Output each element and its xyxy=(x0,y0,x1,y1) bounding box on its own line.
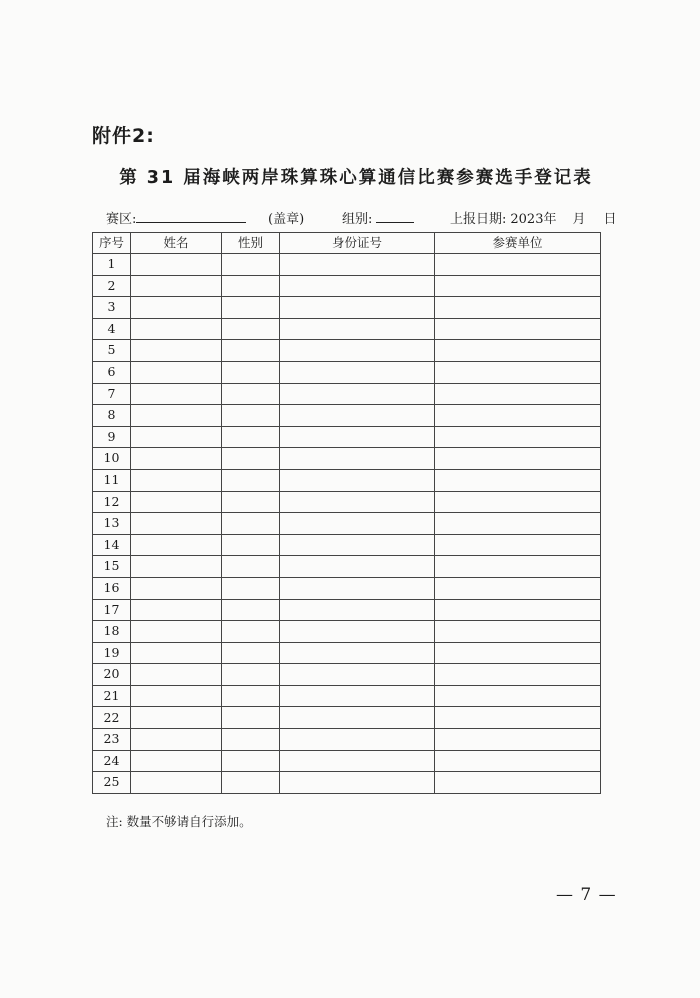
row-index: 2 xyxy=(93,275,131,297)
date-label: 上报日期: xyxy=(450,212,507,227)
id-number-cell[interactable] xyxy=(280,621,435,643)
date-month: 月 xyxy=(572,212,586,227)
row-index: 6 xyxy=(93,361,131,383)
date-field xyxy=(450,208,617,227)
name-cell[interactable] xyxy=(131,405,222,427)
gender-cell[interactable] xyxy=(222,340,280,362)
name-cell[interactable] xyxy=(131,642,222,664)
row-index: 23 xyxy=(93,729,131,751)
table-row xyxy=(93,707,601,729)
gender-cell[interactable] xyxy=(222,491,280,513)
unit-cell[interactable] xyxy=(435,297,601,319)
row-index: 21 xyxy=(93,685,131,707)
gender-cell[interactable] xyxy=(222,772,280,794)
id-number-cell[interactable] xyxy=(280,577,435,599)
unit-cell[interactable] xyxy=(435,664,601,686)
row-index: 8 xyxy=(93,405,131,427)
row-index: 5 xyxy=(93,340,131,362)
name-cell[interactable] xyxy=(131,513,222,535)
unit-cell[interactable] xyxy=(435,448,601,470)
table-body xyxy=(93,254,601,794)
unit-cell[interactable] xyxy=(435,513,601,535)
name-cell[interactable] xyxy=(131,729,222,751)
table-row xyxy=(93,621,601,643)
gender-cell[interactable] xyxy=(222,254,280,276)
gender-cell[interactable] xyxy=(222,405,280,427)
header-unit: 参赛单位 xyxy=(435,233,601,254)
table-row xyxy=(93,534,601,556)
gender-cell[interactable] xyxy=(222,685,280,707)
unit-cell[interactable] xyxy=(435,642,601,664)
row-index: 17 xyxy=(93,599,131,621)
table-row xyxy=(93,729,601,751)
row-index: 24 xyxy=(93,750,131,772)
page-number: — 7 — xyxy=(556,885,617,905)
row-index: 22 xyxy=(93,707,131,729)
table-row xyxy=(93,275,601,297)
table-row xyxy=(93,556,601,578)
unit-cell[interactable] xyxy=(435,361,601,383)
row-index: 19 xyxy=(93,642,131,664)
gender-cell[interactable] xyxy=(222,275,280,297)
unit-cell[interactable] xyxy=(435,577,601,599)
registration-table xyxy=(92,232,601,794)
unit-cell[interactable] xyxy=(435,750,601,772)
gender-cell[interactable] xyxy=(222,297,280,319)
table-row xyxy=(93,750,601,772)
row-index: 16 xyxy=(93,577,131,599)
unit-cell[interactable] xyxy=(435,254,601,276)
row-index: 9 xyxy=(93,426,131,448)
unit-cell[interactable] xyxy=(435,621,601,643)
name-cell[interactable] xyxy=(131,621,222,643)
date-day: 日 xyxy=(603,212,617,227)
header-name: 姓名 xyxy=(131,233,222,254)
id-number-cell[interactable] xyxy=(280,469,435,491)
id-number-cell[interactable] xyxy=(280,491,435,513)
group-blank xyxy=(376,208,414,223)
region-field xyxy=(106,208,246,227)
name-cell[interactable] xyxy=(131,297,222,319)
table-row xyxy=(93,254,601,276)
form-title: 第 31 届海峡两岸珠算珠心算通信比赛参赛选手登记表 xyxy=(119,168,593,188)
name-cell[interactable] xyxy=(131,426,222,448)
unit-cell[interactable] xyxy=(435,534,601,556)
gender-cell[interactable] xyxy=(222,599,280,621)
unit-cell[interactable] xyxy=(435,599,601,621)
row-index: 7 xyxy=(93,383,131,405)
table-row xyxy=(93,340,601,362)
table-row xyxy=(93,469,601,491)
row-index: 15 xyxy=(93,556,131,578)
gender-cell[interactable] xyxy=(222,621,280,643)
unit-cell[interactable] xyxy=(435,340,601,362)
gender-cell[interactable] xyxy=(222,664,280,686)
id-number-cell[interactable] xyxy=(280,383,435,405)
row-index: 4 xyxy=(93,318,131,340)
header-gender: 性别 xyxy=(222,233,280,254)
unit-cell[interactable] xyxy=(435,772,601,794)
unit-cell[interactable] xyxy=(435,469,601,491)
unit-cell[interactable] xyxy=(435,426,601,448)
name-cell[interactable] xyxy=(131,664,222,686)
row-index: 14 xyxy=(93,534,131,556)
id-number-cell[interactable] xyxy=(280,750,435,772)
row-index: 10 xyxy=(93,448,131,470)
id-number-cell[interactable] xyxy=(280,340,435,362)
id-number-cell[interactable] xyxy=(280,275,435,297)
id-number-cell[interactable] xyxy=(280,405,435,427)
date-year: 2023年 xyxy=(510,212,557,227)
name-cell[interactable] xyxy=(131,772,222,794)
table-row xyxy=(93,664,601,686)
name-cell[interactable] xyxy=(131,275,222,297)
table-row xyxy=(93,513,601,535)
name-cell[interactable] xyxy=(131,254,222,276)
table-row xyxy=(93,577,601,599)
id-number-cell[interactable] xyxy=(280,556,435,578)
unit-cell[interactable] xyxy=(435,275,601,297)
unit-cell[interactable] xyxy=(435,318,601,340)
header-index: 序号 xyxy=(93,233,131,254)
name-cell[interactable] xyxy=(131,383,222,405)
gender-cell[interactable] xyxy=(222,361,280,383)
id-number-cell[interactable] xyxy=(280,448,435,470)
gender-cell[interactable] xyxy=(222,707,280,729)
table-row xyxy=(93,448,601,470)
unit-cell[interactable] xyxy=(435,556,601,578)
gender-cell[interactable] xyxy=(222,729,280,751)
table-row xyxy=(93,297,601,319)
gender-cell[interactable] xyxy=(222,469,280,491)
name-cell[interactable] xyxy=(131,469,222,491)
gender-cell[interactable] xyxy=(222,556,280,578)
row-index: 12 xyxy=(93,491,131,513)
row-index: 20 xyxy=(93,664,131,686)
row-index: 1 xyxy=(93,254,131,276)
unit-cell[interactable] xyxy=(435,405,601,427)
gender-cell[interactable] xyxy=(222,513,280,535)
name-cell[interactable] xyxy=(131,707,222,729)
id-number-cell[interactable] xyxy=(280,426,435,448)
table-row xyxy=(93,426,601,448)
row-index: 3 xyxy=(93,297,131,319)
id-number-cell[interactable] xyxy=(280,361,435,383)
region-label: 赛区: xyxy=(106,212,137,227)
header-id-number: 身份证号 xyxy=(280,233,435,254)
name-cell[interactable] xyxy=(131,448,222,470)
gender-cell[interactable] xyxy=(222,750,280,772)
id-number-cell[interactable] xyxy=(280,254,435,276)
table-row xyxy=(93,383,601,405)
gender-cell[interactable] xyxy=(222,534,280,556)
id-number-cell[interactable] xyxy=(280,642,435,664)
unit-cell[interactable] xyxy=(435,729,601,751)
row-index: 11 xyxy=(93,469,131,491)
table-row xyxy=(93,685,601,707)
id-number-cell[interactable] xyxy=(280,599,435,621)
name-cell[interactable] xyxy=(131,599,222,621)
unit-cell[interactable] xyxy=(435,707,601,729)
table-row xyxy=(93,491,601,513)
unit-cell[interactable] xyxy=(435,685,601,707)
row-index: 13 xyxy=(93,513,131,535)
id-number-cell[interactable] xyxy=(280,772,435,794)
attachment-label: 附件2: xyxy=(92,125,155,147)
gender-cell[interactable] xyxy=(222,577,280,599)
gender-cell[interactable] xyxy=(222,426,280,448)
table-row xyxy=(93,361,601,383)
gender-cell[interactable] xyxy=(222,448,280,470)
footnote: 注: 数量不够请自行添加。 xyxy=(106,814,252,829)
row-index: 25 xyxy=(93,772,131,794)
row-index: 18 xyxy=(93,621,131,643)
name-cell[interactable] xyxy=(131,340,222,362)
table-row xyxy=(93,599,601,621)
id-number-cell[interactable] xyxy=(280,707,435,729)
id-number-cell[interactable] xyxy=(280,318,435,340)
seal-label: (盖章) xyxy=(268,212,305,227)
name-cell[interactable] xyxy=(131,534,222,556)
table-row xyxy=(93,642,601,664)
name-cell[interactable] xyxy=(131,318,222,340)
gender-cell[interactable] xyxy=(222,383,280,405)
name-cell[interactable] xyxy=(131,577,222,599)
name-cell[interactable] xyxy=(131,556,222,578)
name-cell[interactable] xyxy=(131,685,222,707)
id-number-cell[interactable] xyxy=(280,664,435,686)
name-cell[interactable] xyxy=(131,491,222,513)
table-row xyxy=(93,772,601,794)
group-label: 组别: xyxy=(342,212,373,227)
unit-cell[interactable] xyxy=(435,383,601,405)
region-blank xyxy=(136,208,246,223)
id-number-cell[interactable] xyxy=(280,513,435,535)
id-number-cell[interactable] xyxy=(280,297,435,319)
id-number-cell[interactable] xyxy=(280,685,435,707)
table-row xyxy=(93,405,601,427)
name-cell[interactable] xyxy=(131,750,222,772)
table-header-row xyxy=(93,233,601,254)
group-field xyxy=(342,208,414,227)
name-cell[interactable] xyxy=(131,361,222,383)
table-row xyxy=(93,318,601,340)
id-number-cell[interactable] xyxy=(280,729,435,751)
gender-cell[interactable] xyxy=(222,642,280,664)
unit-cell[interactable] xyxy=(435,491,601,513)
gender-cell[interactable] xyxy=(222,318,280,340)
id-number-cell[interactable] xyxy=(280,534,435,556)
